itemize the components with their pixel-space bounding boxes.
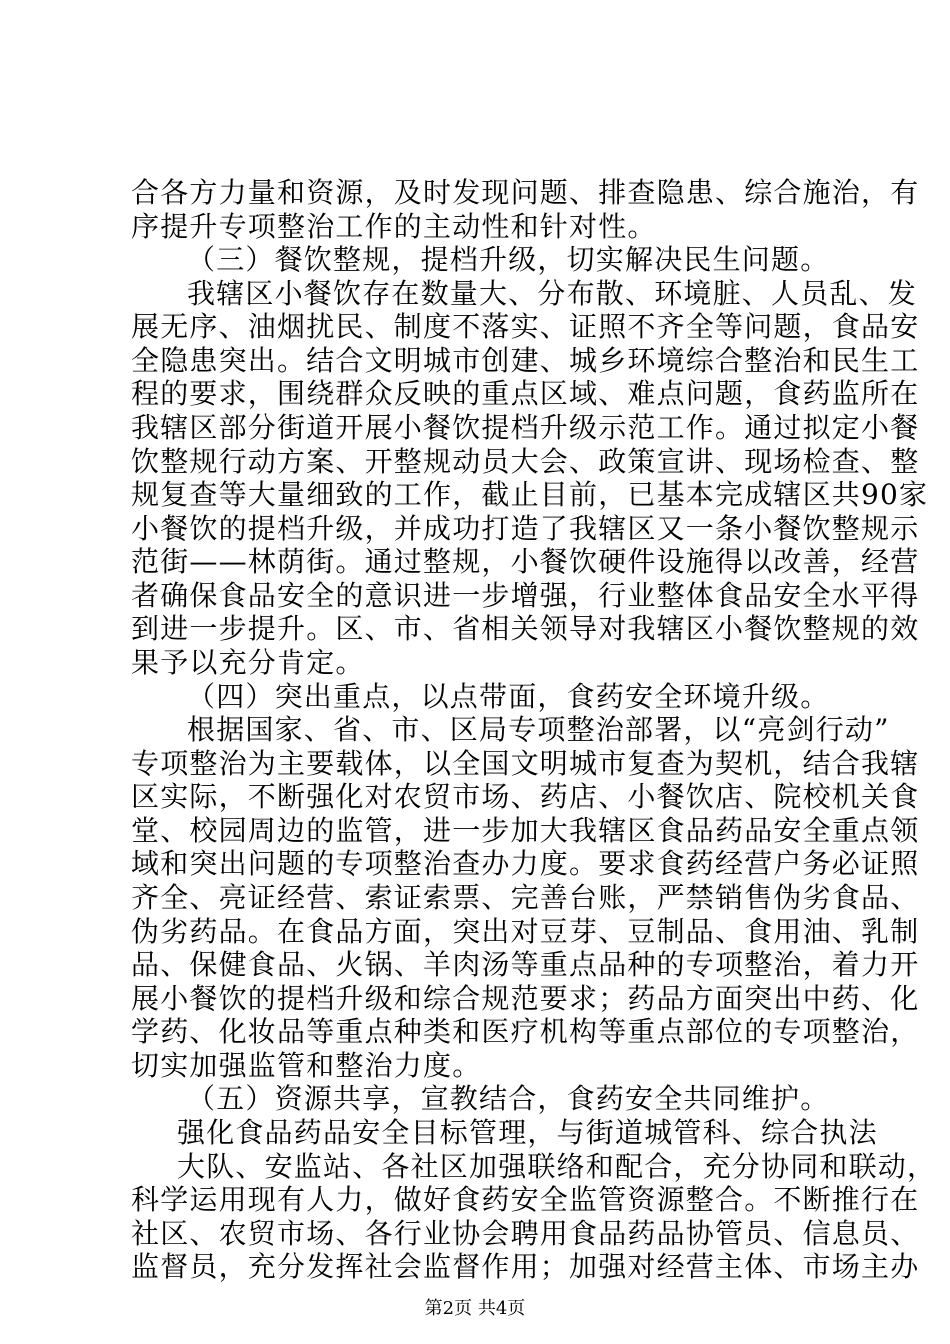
section-heading: （四）突出重点，以点带面，食药安全环境升级。 <box>187 680 830 713</box>
text-line: 学药、化妆品等重点种类和医疗机构等重点部位的专项整治， <box>131 1015 920 1048</box>
text-line: 监督员，充分发挥社会监督作用；加强对经营主体、市场主办 <box>131 1250 920 1283</box>
text-line: 伪劣药品。在食品方面，突出对豆芽、豆制品、食用油、乳制 <box>131 915 920 948</box>
text-line: 范街——林荫街。通过整规，小餐饮硬件设施得以改善，经营 <box>131 545 920 578</box>
text-line: 程的要求，围绕群众反映的重点区域、难点问题，食药监所在 <box>131 377 920 410</box>
text-line: 大队、安监站、各社区加强联络和配合，充分协同和联动， <box>177 1150 937 1183</box>
text-line: 序提升专项整治工作的主动性和针对性。 <box>131 210 657 243</box>
text-line: 小餐饮的提档升级，并成功打造了我辖区又一条小餐饮整规示 <box>131 512 920 545</box>
text-line: 我辖区小餐饮存在数量大、分布散、环境脏、人员乱、发 <box>187 277 918 310</box>
text-line: 合各方力量和资源，及时发现问题、排查隐患、综合施治，有 <box>131 176 920 209</box>
text-line: 域和突出问题的专项整治查办力度。要求食药经营户务必证照 <box>131 847 920 880</box>
text-line: 饮整规行动方案、开整规动员大会、政策宣讲、现场检查、整 <box>131 445 920 478</box>
text-line: 区实际，不断强化对农贸市场、药店、小餐饮店、院校机关食 <box>131 780 920 813</box>
text-line: 社区、农贸市场、各行业协会聘用食品药品协管员、信息员、 <box>131 1217 920 1250</box>
text-line: 堂、校园周边的监管，进一步加大我辖区食品药品安全重点领 <box>131 814 920 847</box>
text-line: 规复查等大量细致的工作，截止目前，已基本完成辖区共90家 <box>131 478 929 511</box>
text-line: 根据国家、省、市、区局专项整治部署，以“亮剑行动” <box>187 713 890 746</box>
text-line: 专项整治为主要载体，以全国文明城市复查为契机，结合我辖 <box>131 747 920 780</box>
page-number: 第2页 共4页 <box>424 1298 526 1319</box>
text-line: 品、保健食品、火锅、羊肉汤等重点品种的专项整治，着力开 <box>131 948 920 981</box>
text-line: 齐全、亮证经营、索证索票、完善台账，严禁销售伪劣食品、 <box>131 881 920 914</box>
text-line: 展无序、油烟扰民、制度不落实、证照不齐全等问题，食品安 <box>131 310 920 343</box>
text-line: 科学运用现有人力，做好食药安全监管资源整合。不断推行在 <box>131 1183 920 1216</box>
text-line: 全隐患突出。结合文明城市创建、城乡环境综合整治和民生工 <box>131 344 920 377</box>
text-line: 到进一步提升。区、市、省相关领导对我辖区小餐饮整规的效 <box>131 612 920 645</box>
text-line: 我辖区部分街道开展小餐饮提档升级示范工作。通过拟定小餐 <box>131 411 920 444</box>
text-line: 展小餐饮的提档升级和综合规范要求；药品方面突出中药、化 <box>131 982 920 1015</box>
text-line: 果予以充分肯定。 <box>131 646 365 679</box>
section-heading: （五）资源共享，宣教结合，食药安全共同维护。 <box>187 1082 830 1115</box>
section-heading: （三）餐饮整规，提档升级，切实解决民生问题。 <box>187 243 830 276</box>
text-line: 强化食品药品安全目标管理，与街道城管科、综合执法 <box>177 1116 878 1149</box>
text-line: 者确保食品安全的意识进一步增强，行业整体食品安全水平得 <box>131 579 920 612</box>
text-line: 切实加强监管和整治力度。 <box>131 1049 482 1082</box>
